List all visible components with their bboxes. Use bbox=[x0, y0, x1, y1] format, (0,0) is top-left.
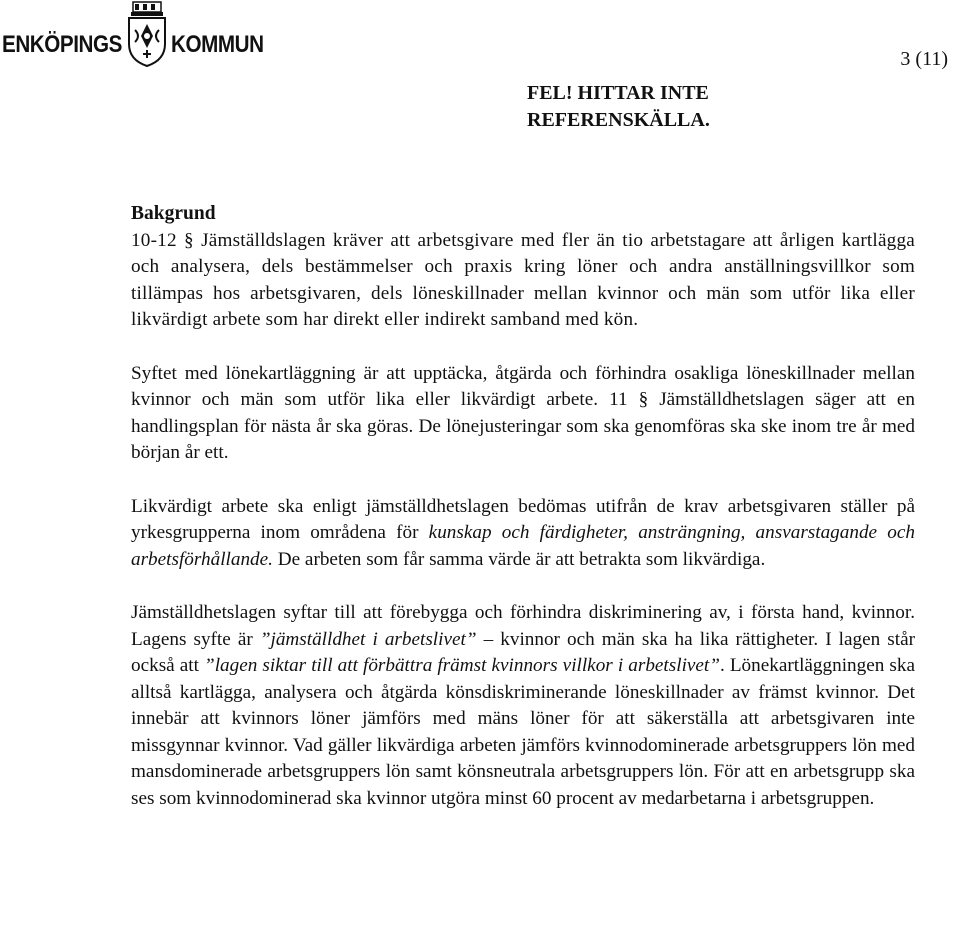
paragraph-2-part-b: Jämställdhetslagen säger att en handlingsplan för nästa år ska göras. De lönejusteringar som ska genomföras ska ske inom tre år med början år ett. bbox=[131, 389, 915, 464]
section-heading: Bakgrund bbox=[131, 203, 216, 224]
paragraph-4-part-b: – kvinnor och män ska ha lika rättigheter. I lagen står också att bbox=[131, 628, 915, 677]
paragraph-1 bbox=[131, 228, 915, 334]
paragraph-4-part-c: . Lönekartläggningen ska alltså kartlägga, analysera och åtgärda könsdiskriminerande löneskillnader av främst kvinnor. Det innebär att kvinnors löner jämförs med mäns löner för att säkerställa att arbetsgivaren inte missgynnar kvinnor. Vad gäller likvärdiga arbeten jämförs kvinnodominerade arbetsgruppers lön med mansdominerade arbetsgruppers lön samt könsneutrala arbetsgruppers lön. För att en arbetsgrupp ska ses som kvinnodominerad ska kvinnor utgöra minst 60 procent av medarbetarna i arbetsgruppen. bbox=[131, 655, 915, 810]
page-number: 3 (11) bbox=[900, 48, 948, 70]
reference-error-line-1: FEL! HITTAR INTE bbox=[527, 82, 709, 104]
paragraph-2 bbox=[131, 361, 915, 467]
paragraph-1-text: Jämställdslagen kräver att arbetsgivare med fler än tio arbetstagare att årligen kartlägga och analysera, dels bestämmelser och praxis kring löner och andra anställningsvillkor som tillämpas hos arbetsgivaren, dels löneskillnader mellan kvinnor och män som utför lika eller likvärdigt arbete som har direkt eller indirekt samband med kön. bbox=[131, 229, 915, 331]
coat-of-arms-icon bbox=[123, 0, 171, 68]
logo-text-left: ENKÖPINGS bbox=[2, 31, 122, 58]
reference-error-heading bbox=[527, 80, 827, 134]
logo-text-right: KOMMUN bbox=[171, 31, 264, 58]
reference-error-line-2: REFERENSKÄLLA. bbox=[527, 109, 710, 131]
paragraph-3-italic: kunskap och färdigheter, ansträngning, ansvarstagande och arbetsförhållande. bbox=[131, 522, 915, 570]
paragraph-2-part-a: Syftet med lönekartläggning är att upptäcka, åtgärda och förhindra osakliga löneskillnader mellan kvinnor och män som utför lika eller likvärdigt arbete. 11 § bbox=[131, 362, 915, 411]
paragraph-4-italic-1: ”jämställdhet i arbetslivet” bbox=[259, 628, 477, 650]
paragraph-4-part-a: Jämställdhetslagen syftar till att förebygga och förhindra diskriminering av, i första hand, kvinnor. Lagens syfte är bbox=[131, 601, 915, 650]
municipality-logo bbox=[0, 0, 280, 70]
paragraph-3-part-b: De arbeten som får samma värde är att betrakta som likvärdiga. bbox=[272, 548, 766, 570]
paragraph-3-part-a: Likvärdigt arbete ska enligt jämställdhetslagen bedömas utifrån de krav arbetsgivaren ställer på yrkesgrupperna inom områdena för bbox=[131, 495, 915, 544]
paragraph-4-italic-2: ”lagen siktar till att förbättra främst kvinnors villkor i arbetslivet” bbox=[204, 655, 720, 677]
paragraph-1-lead: 10-12 § bbox=[131, 229, 202, 251]
document-body bbox=[131, 201, 915, 813]
paragraph-4 bbox=[131, 600, 915, 813]
paragraph-3 bbox=[131, 494, 915, 574]
